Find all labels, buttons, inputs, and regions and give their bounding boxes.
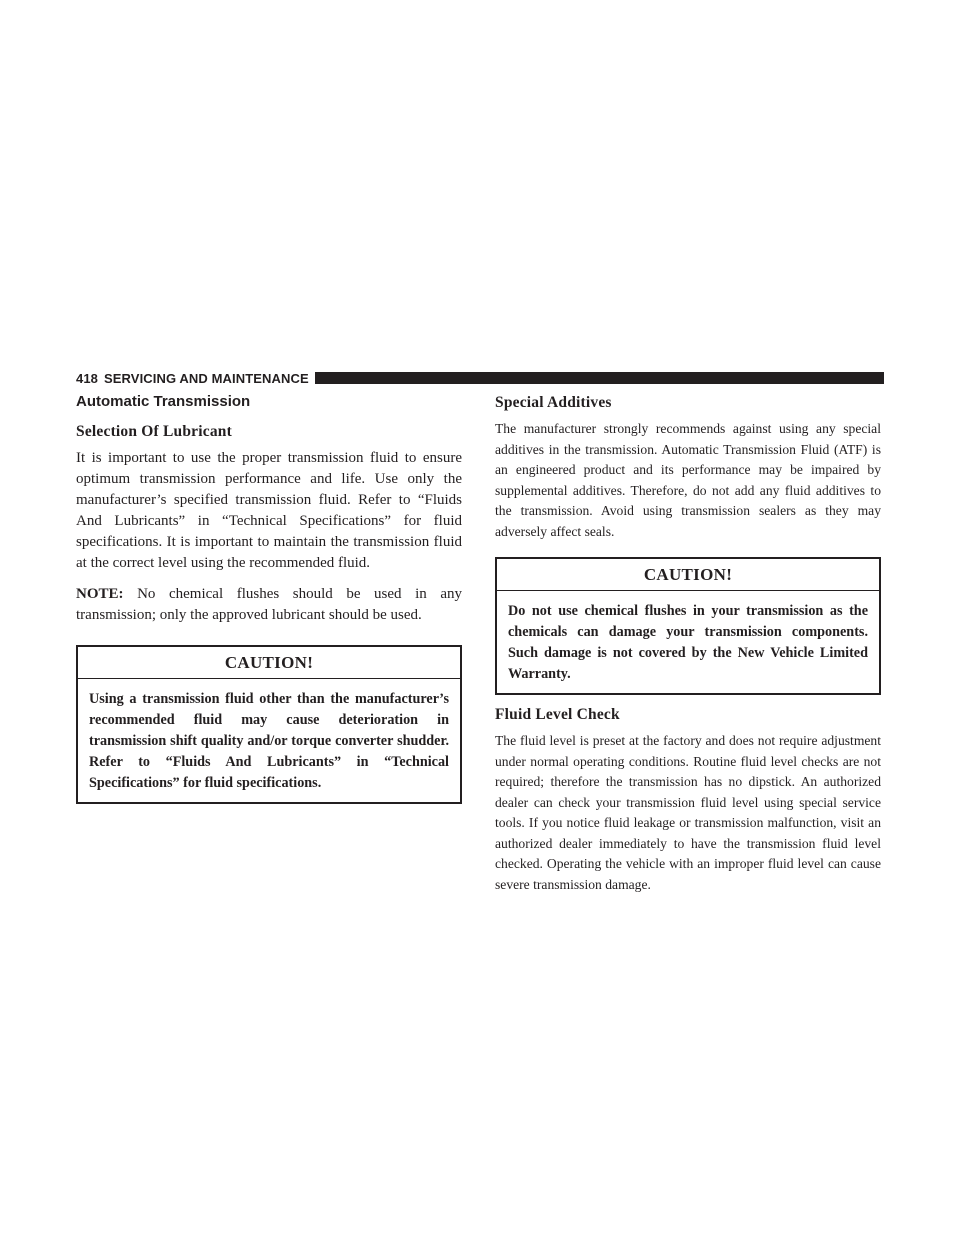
note-label: NOTE:: [76, 586, 124, 602]
caution-body: Do not use chemical flushes in your transmission as the chemicals can damage your transmission components. Such damage is not covered by the New Vehicle Limited Warranty.: [508, 603, 868, 682]
fluid-level-check-heading: Fluid Level Check: [495, 706, 620, 723]
fluid-level-paragraph: The fluid level is preset at the factory and does not require adjustment under normal operating conditions. Routine fluid level checks are not required; therefore the transmission has no dipstick. An authorized dealer can check your transmission fluid level using special service tools. If you notice fluid leakage or transmission malfunction, visit an authorized dealer immediately to have the transmission fluid level checked. Operating the vehicle with an improper fluid level can cause severe transmission damage.: [495, 733, 881, 892]
right-column: [495, 393, 881, 895]
caution-title: CAUTION!: [497, 559, 879, 591]
automatic-transmission-heading: Automatic Transmission: [76, 393, 251, 410]
header-text: [76, 371, 309, 386]
section-title: SERVICING AND MAINTENANCE: [104, 370, 309, 386]
lubricant-paragraph: It is important to use the proper transmission fluid to ensure optimum transmission performance and life. Use only the manufacturer’s specified transmission fluid. Refer to “Fluids And Lubricants” in “Technical Specifications” for fluid specifications. It is important to maintain the transmission fluid at the correct level using the recommended fluid.: [76, 450, 462, 571]
lubricant-caution-box: [76, 645, 462, 804]
header-rule: [315, 372, 884, 384]
page-number: 418: [76, 370, 98, 386]
special-additives-paragraph: The manufacturer strongly recommends against using any special additives in the transmission. Automatic Transmission Fluid (ATF) is an engineered product and its performance may be impaired by supplemental additives. Therefore, do not add any fluid additives to the transmission. Avoid using transmission sealers as they may adversely affect seals.: [495, 421, 881, 539]
note-text: No chemical flushes should be used in any transmission; only the approved lubricant should be used.: [76, 586, 463, 623]
additives-caution-box: [495, 557, 881, 695]
page-header: [76, 370, 884, 386]
caution-body: Using a transmission fluid other than the manufacturer’s recommended fluid may cause deterioration in transmission shift quality and/or torque converter shudder. Refer to “Fluids And Lubricants” in “Technical Specifications” for fluid specifications.: [89, 691, 449, 791]
special-additives-heading: Special Additives: [495, 394, 612, 411]
selection-of-lubricant-heading: Selection Of Lubricant: [76, 423, 232, 440]
caution-title: CAUTION!: [78, 647, 460, 679]
note-paragraph: [76, 584, 462, 626]
left-column: [76, 393, 462, 804]
